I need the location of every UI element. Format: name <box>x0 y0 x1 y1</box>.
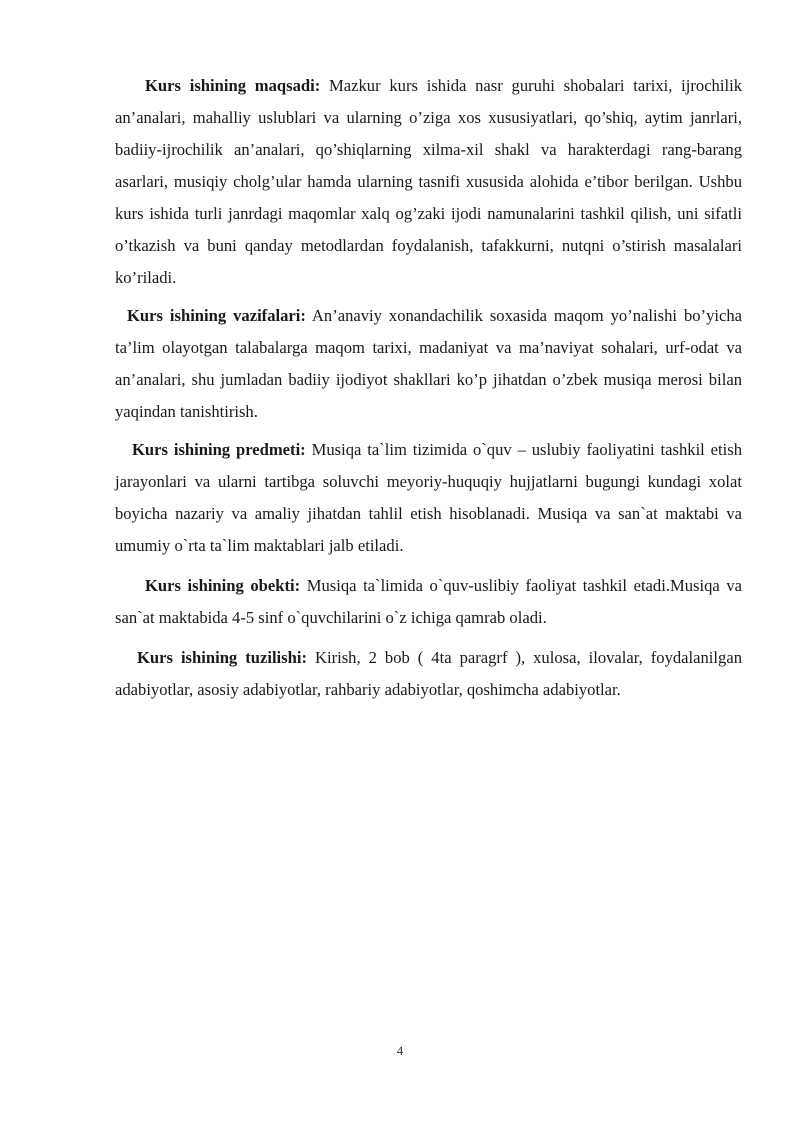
paragraph-text: An’anaviy xonandachilik soxasida maqom yo’nalishi bo’yicha ta’lim olayotgan talabalarga maqom tarixi, madaniyat va ma’naviyat sohalari, urf-odat va an’analari, shu jumladan badiiy ijodiyot shakllari ko’p jihatdan o’zbek musiqa merosi bilan yaqindan tanishtirish. <box>115 306 742 421</box>
paragraph-text: Mazkur kurs ishida nasr guruhi shobalari tarixi, ijrochilik an’analari, mahalliy uslublari va ularning o’ziga xos xususiyatlari, qo’shiq, aytim janrlari, badiiy-ijrochilik an’analari, qo’shiqlarning xilma-xil shakl va harakterdagi rang-barang asarlari, musiqiy cholg’ular hamda ularning tasnifi xususida alohida e’tibor berilgan. Ushbu kurs ishida turli janrdagi maqomlar xalq og’zaki ijodi namunalarini tashkil qilish, uni sifatli o’tkazish va buni qanday metodlardan foydalanish, tafakkurni, nutqni o’stirish masalalari ko’riladi. <box>115 76 742 287</box>
paragraph-maqsadi <box>115 70 742 294</box>
paragraph-heading: Kurs ishining predmeti: <box>132 440 306 459</box>
page-number: 4 <box>396 1043 404 1058</box>
paragraph-heading: Kurs ishining obekti: <box>145 576 301 595</box>
paragraph-vazifalari <box>115 300 742 428</box>
paragraph-heading: Kurs ishining tuzilishi: <box>137 648 307 667</box>
paragraph-heading: Kurs ishining maqsadi: <box>145 76 321 95</box>
paragraph-heading: Kurs ishining vazifalari: <box>127 306 306 325</box>
paragraph-text: Kirish, 2 bob ( 4ta paragrf ), xulosa, ilovalar, foydalanilgan adabiyotlar, asosiy adabiyotlar, rahbariy adabiyotlar, qoshimcha adabiyotlar. <box>115 648 742 699</box>
paragraph-text: Musiqa ta`lim tizimida o`quv – uslubiy faoliyatini tashkil etish jarayonlari va ularni tartibga soluvchi meyoriy-huquqiy hujjatlarni bugungi kundagi xolat boyicha nazariy va amaliy jihatdan tahlil etish hisoblanadi. Musiqa va san`at maktabi va umumiy o`rta ta`lim maktablari jalb etiladi. <box>115 440 742 555</box>
page-content <box>115 70 742 712</box>
paragraph-text: Musiqa ta`limida o`quv-uslibiy faoliyat tashkil etadi.Musiqa va san`at maktabida 4-5 sinf o`quvchilarini o`z ichiga qamrab oladi. <box>115 576 742 627</box>
paragraph-obekti <box>115 570 742 634</box>
paragraph-predmeti <box>115 434 742 562</box>
paragraph-tuzilishi <box>115 642 742 706</box>
